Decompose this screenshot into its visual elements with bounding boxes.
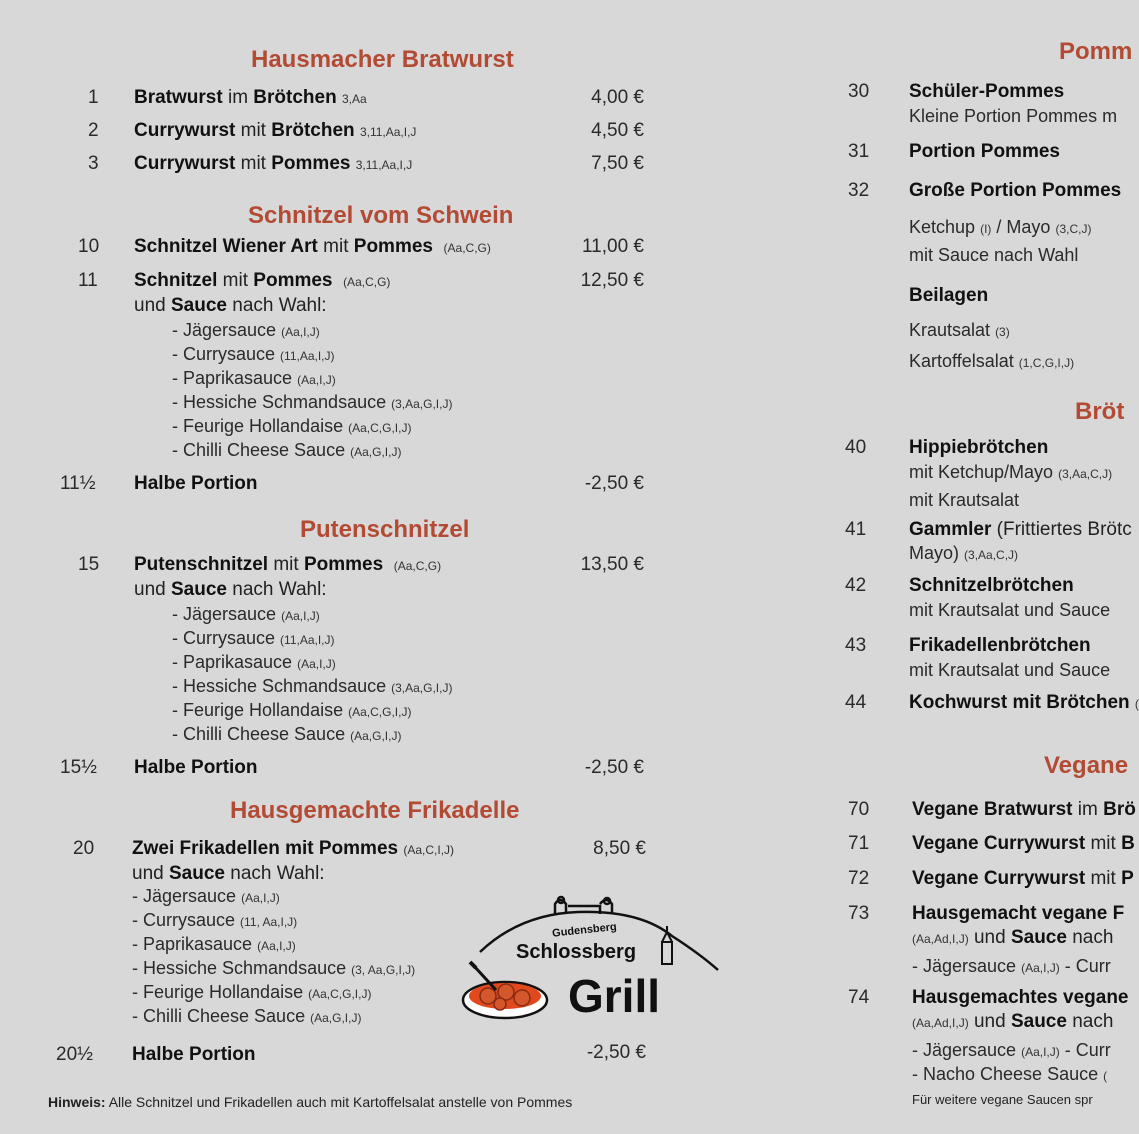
item-name: Hausgemacht vegane F bbox=[912, 903, 1125, 924]
dip-options: Ketchup (I) / Mayo (3,C,J) bbox=[909, 217, 1092, 237]
item-allergens: 3,11,Aa,I,J bbox=[355, 158, 413, 172]
item-number: 15½ bbox=[60, 757, 97, 778]
schlossberg-grill-logo bbox=[460, 892, 722, 1024]
item-allergens: 3,Aa bbox=[341, 92, 367, 106]
item-name: Vegane Currywurst mit P bbox=[912, 868, 1134, 889]
item-name: Portion Pommes bbox=[909, 141, 1060, 162]
item-description: mit Krautsalat bbox=[909, 490, 1020, 510]
item-description: (Aa,Ad,I,J) und Sauce nach bbox=[912, 927, 1114, 948]
item-number: 70 bbox=[848, 799, 870, 820]
section-title-bratwurst: Hausmacher Bratwurst bbox=[251, 46, 514, 73]
item-price: -2,50 € bbox=[586, 1042, 646, 1063]
item-name: Vegane Currywurst mit B bbox=[912, 833, 1135, 854]
item-price: 13,50 € bbox=[580, 554, 644, 575]
item-allergens: (Aa,C,I,J) bbox=[403, 843, 455, 857]
sauce-option: - Paprikasauce (Aa,I,J) bbox=[132, 934, 296, 954]
sauce-option: - Jägersauce (Aa,I,J) - Curr bbox=[912, 956, 1111, 976]
sauce-option: - Jägersauce (Aa,I,J) bbox=[132, 886, 280, 906]
item-name: Kochwurst mit Brötchen ( bbox=[909, 692, 1139, 713]
item-number: 42 bbox=[845, 575, 867, 596]
item-name: Currywurst mit Pommes 3,11,Aa,I,J bbox=[134, 153, 413, 174]
item-number: 72 bbox=[848, 868, 870, 889]
sauce-option: - Currysauce (11,Aa,I,J) bbox=[172, 628, 335, 648]
item-name: Schnitzel mit Pommes (Aa,C,G) bbox=[134, 270, 391, 291]
sauce-option: - Currysauce (11, Aa,I,J) bbox=[132, 910, 298, 930]
item-allergens: 3,11,Aa,I,J bbox=[359, 125, 417, 139]
sauce-option: - Currysauce (11,Aa,I,J) bbox=[172, 344, 335, 364]
sauce-choice-line: und Sauce nach Wahl: bbox=[132, 863, 325, 884]
item-number: 20 bbox=[73, 838, 95, 859]
item-name: Hippiebrötchen bbox=[909, 437, 1049, 458]
item-price: 4,00 € bbox=[591, 87, 644, 108]
item-name: Zwei Frikadellen mit Pommes (Aa,C,I,J) bbox=[132, 838, 455, 859]
item-description: mit Krautsalat und Sauce bbox=[909, 600, 1111, 620]
item-name: Hausgemachtes vegane bbox=[912, 987, 1129, 1008]
item-allergens: (Aa,C,G) bbox=[343, 275, 391, 289]
item-number: 40 bbox=[845, 437, 867, 458]
item-description: mit Ketchup/Mayo (3,Aa,C,J) bbox=[909, 462, 1113, 482]
section-title-pommes: Pomm bbox=[1059, 38, 1133, 65]
dip-choice: mit Sauce nach Wahl bbox=[909, 245, 1079, 265]
sauce-option: - Jägersauce (Aa,I,J) - Curr bbox=[912, 1040, 1111, 1060]
item-name: Große Portion Pommes bbox=[909, 180, 1122, 201]
sauce-option: - Jägersauce (Aa,I,J) bbox=[172, 320, 320, 340]
vegan-sauce-note: Für weitere vegane Saucen spr bbox=[912, 1092, 1093, 1107]
logo-big-text: Grill bbox=[568, 970, 661, 1022]
item-name: Schnitzel Wiener Art mit Pommes (Aa,C,G) bbox=[134, 236, 491, 257]
sauce-option: - Feurige Hollandaise (Aa,C,G,I,J) bbox=[132, 982, 372, 1002]
sauce-option: - Hessiche Schmandsauce (3,Aa,G,I,J) bbox=[172, 392, 453, 412]
sauce-option: - Paprikasauce (Aa,I,J) bbox=[172, 652, 336, 672]
side-krautsalat: Krautsalat (3) bbox=[909, 320, 1010, 340]
item-name: Putenschnitzel mit Pommes (Aa,C,G) bbox=[134, 554, 442, 575]
item-price: 7,50 € bbox=[591, 153, 644, 174]
item-number: 20½ bbox=[56, 1044, 93, 1065]
item-description: Mayo) (3,Aa,C,J) bbox=[909, 543, 1019, 563]
item-number: 15 bbox=[78, 554, 100, 575]
item-number: 43 bbox=[845, 635, 867, 656]
item-name: Halbe Portion bbox=[134, 473, 258, 494]
item-name: Frikadellenbrötchen bbox=[909, 635, 1091, 656]
sauce-option: - Feurige Hollandaise (Aa,C,G,I,J) bbox=[172, 700, 412, 720]
item-number: 74 bbox=[848, 987, 870, 1008]
item-price: 12,50 € bbox=[580, 270, 644, 291]
sauce-option: - Hessiche Schmandsauce (3,Aa,G,I,J) bbox=[172, 676, 453, 696]
item-allergens: (Aa,C,G) bbox=[443, 241, 491, 255]
section-title-schnitzel: Schnitzel vom Schwein bbox=[248, 202, 514, 229]
sauce-option: - Paprikasauce (Aa,I,J) bbox=[172, 368, 336, 388]
item-number: 71 bbox=[848, 833, 870, 854]
item-number: 10 bbox=[78, 236, 100, 257]
item-name: Bratwurst im Brötchen 3,Aa bbox=[134, 87, 367, 108]
item-description: mit Krautsalat und Sauce bbox=[909, 660, 1111, 680]
item-number: 2 bbox=[88, 120, 99, 141]
sauce-option: - Jägersauce (Aa,I,J) bbox=[172, 604, 320, 624]
item-allergens: (Aa,C,G) bbox=[393, 559, 442, 573]
side-kartoffelsalat: Kartoffelsalat (1,C,G,I,J) bbox=[909, 351, 1075, 371]
section-title-vegan: Vegane bbox=[1044, 752, 1129, 779]
item-price: -2,50 € bbox=[584, 757, 644, 778]
logo-mid-text: Schlossberg bbox=[516, 941, 637, 963]
item-number: 3 bbox=[88, 153, 99, 174]
item-name: Halbe Portion bbox=[134, 757, 258, 778]
section-title-broetchen: Bröt bbox=[1075, 398, 1125, 425]
item-price: 11,00 € bbox=[582, 236, 644, 257]
item-name: Schnitzelbrötchen bbox=[909, 575, 1074, 596]
footnote-hinweis: Hinweis: Alle Schnitzel und Frikadellen auch mit Kartoffelsalat anstelle von Pommes bbox=[48, 1094, 573, 1110]
section-title-putenschnitzel: Putenschnitzel bbox=[300, 516, 470, 543]
sauce-option: - Chilli Cheese Sauce (Aa,G,I,J) bbox=[172, 440, 402, 460]
item-description: (Aa,Ad,I,J) und Sauce nach bbox=[912, 1011, 1114, 1032]
currywurst-plate-icon bbox=[463, 962, 547, 1018]
item-name: Gammler (Frittiertes Brötc bbox=[909, 519, 1132, 540]
sauce-option: - Nacho Cheese Sauce ( bbox=[912, 1064, 1108, 1084]
beilagen-heading: Beilagen bbox=[909, 285, 989, 306]
item-number: 11 bbox=[78, 270, 98, 291]
item-number: 44 bbox=[845, 692, 867, 713]
item-number: 1 bbox=[88, 87, 99, 108]
item-number: 30 bbox=[848, 81, 870, 102]
tower-icon bbox=[662, 926, 672, 964]
item-number: 11½ bbox=[60, 473, 96, 494]
item-name: Currywurst mit Brötchen 3,11,Aa,I,J bbox=[134, 120, 417, 141]
item-name: Halbe Portion bbox=[132, 1044, 256, 1065]
item-number: 31 bbox=[848, 141, 870, 162]
sauce-choice-line: und Sauce nach Wahl: bbox=[134, 579, 327, 600]
item-price: -2,50 € bbox=[584, 473, 644, 494]
item-number: 32 bbox=[848, 180, 870, 201]
item-name: Schüler-Pommes bbox=[909, 81, 1065, 102]
sauce-choice-line: und Sauce nach Wahl: bbox=[134, 295, 327, 316]
sauce-option: - Feurige Hollandaise (Aa,C,G,I,J) bbox=[172, 416, 412, 436]
item-number: 41 bbox=[845, 519, 867, 540]
item-number: 73 bbox=[848, 903, 870, 924]
item-name: Vegane Bratwurst im Brö bbox=[912, 799, 1136, 820]
item-price: 4,50 € bbox=[591, 120, 644, 141]
item-price: 8,50 € bbox=[593, 838, 646, 859]
item-description: Kleine Portion Pommes m bbox=[909, 106, 1118, 126]
section-title-frikadelle: Hausgemachte Frikadelle bbox=[230, 797, 520, 824]
sauce-option: - Hessiche Schmandsauce (3, Aa,G,I,J) bbox=[132, 958, 416, 978]
sauce-option: - Chilli Cheese Sauce (Aa,G,I,J) bbox=[172, 724, 402, 744]
sauce-option: - Chilli Cheese Sauce (Aa,G,I,J) bbox=[132, 1006, 362, 1026]
logo-small-text: Gudensberg bbox=[551, 920, 618, 940]
